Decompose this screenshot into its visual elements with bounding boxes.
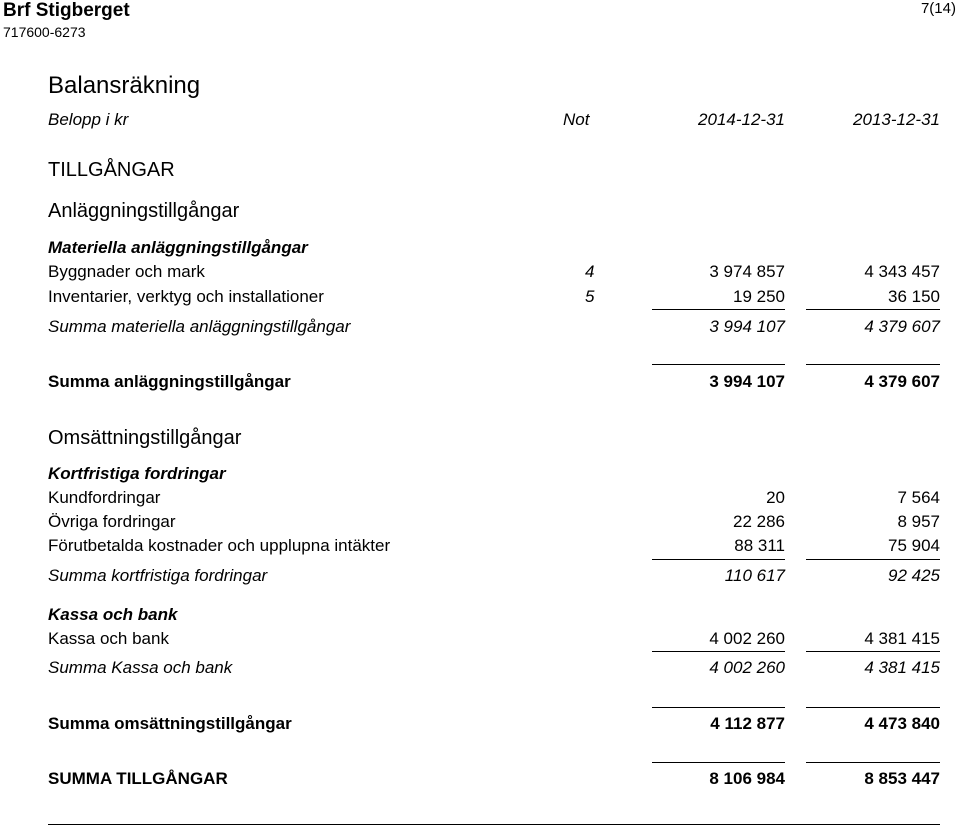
grand-total-rule: [806, 762, 940, 763]
receivables-heading: Kortfristiga fordringar: [48, 464, 226, 483]
fixed-assets-heading: Anläggningstillgångar: [48, 200, 240, 222]
row-previous: 4 379 607: [864, 372, 940, 391]
total-row: [0, 712, 960, 736]
amount-label: Belopp i kr: [48, 110, 129, 129]
table-row: [0, 627, 960, 651]
tangible-assets-heading: Materiella anläggningstillgångar: [48, 238, 308, 257]
row-label: Förutbetalda kostnader och upplupna intäkter: [48, 536, 391, 555]
grand-total-row: [0, 767, 960, 791]
page-number: 7(14): [920, 0, 956, 17]
table-row: [0, 510, 960, 534]
grand-total-rule: [652, 762, 785, 763]
row-label: Inventarier, verktyg och installationer: [48, 287, 324, 306]
total-rule: [652, 364, 785, 365]
cash-heading: Kassa och bank: [48, 605, 178, 624]
current-year-header: 2014-12-31: [698, 110, 785, 129]
row-previous: 8 853 447: [864, 769, 940, 788]
total-rule: [806, 364, 940, 365]
total-rule: [652, 707, 785, 708]
sum-row: [0, 656, 960, 680]
row-current: 88 311: [734, 536, 785, 555]
row-previous: 4 343 457: [864, 262, 940, 281]
table-row: [0, 534, 960, 558]
row-current: 4 002 260: [709, 629, 785, 648]
subtotal-rule: [806, 651, 940, 652]
row-current: 4 002 260: [709, 658, 785, 677]
table-row: [0, 285, 960, 309]
row-label: Byggnader och mark: [48, 262, 205, 281]
row-previous: 4 379 607: [864, 317, 940, 336]
company-name: Brf Stigberget: [3, 0, 130, 21]
row-previous: 36 150: [888, 287, 940, 306]
row-label: Summa materiella anläggningstillgångar: [48, 317, 351, 336]
page-bottom-rule: [48, 824, 940, 825]
subtotal-rule: [652, 651, 785, 652]
row-previous: 8 957: [897, 512, 940, 531]
row-current: 110 617: [724, 566, 785, 585]
row-current: 8 106 984: [709, 769, 785, 788]
subtotal-rule: [806, 559, 940, 560]
row-current: 3 994 107: [709, 317, 785, 336]
row-current: 4 112 877: [710, 714, 785, 733]
row-current: 19 250: [733, 287, 785, 306]
sum-row: [0, 564, 960, 588]
row-current: 22 286: [733, 512, 785, 531]
subtotal-rule: [652, 309, 785, 310]
row-label: Kundfordringar: [48, 488, 161, 507]
row-label: Summa anläggningstillgångar: [48, 372, 291, 391]
row-previous: 4 381 415: [864, 629, 940, 648]
row-note: 4: [585, 262, 595, 281]
table-row: [0, 260, 960, 284]
row-previous: 4 381 415: [864, 658, 940, 677]
total-rule: [806, 707, 940, 708]
row-label: SUMMA TILLGÅNGAR: [48, 769, 228, 788]
row-previous: 75 904: [888, 536, 940, 555]
row-note: 5: [585, 287, 595, 306]
row-label: Summa omsättningstillgångar: [48, 714, 292, 733]
section-assets-heading: TILLGÅNGAR: [48, 159, 175, 181]
total-row: [0, 370, 960, 394]
row-label: Summa Kassa och bank: [48, 658, 233, 677]
row-label: Summa kortfristiga fordringar: [48, 566, 268, 585]
org-number: 717600-6273: [3, 24, 86, 40]
subtotal-rule: [652, 559, 785, 560]
row-previous: 7 564: [897, 488, 940, 507]
table-row: [0, 486, 960, 510]
previous-year-header: 2013-12-31: [853, 110, 940, 129]
row-current: 3 994 107: [709, 372, 785, 391]
subtotal-rule: [806, 309, 940, 310]
row-current: 3 974 857: [709, 262, 785, 281]
row-previous: 4 473 840: [864, 714, 940, 733]
sum-row: [0, 315, 960, 339]
column-header-row: [0, 108, 960, 132]
row-current: 20: [766, 488, 785, 507]
row-previous: 92 425: [888, 566, 940, 585]
note-column-header: Not: [563, 110, 590, 129]
row-label: Övriga fordringar: [48, 512, 176, 531]
current-assets-heading: Omsättningstillgångar: [48, 427, 242, 449]
row-label: Kassa och bank: [48, 629, 169, 648]
page-title: Balansräkning: [48, 72, 201, 99]
